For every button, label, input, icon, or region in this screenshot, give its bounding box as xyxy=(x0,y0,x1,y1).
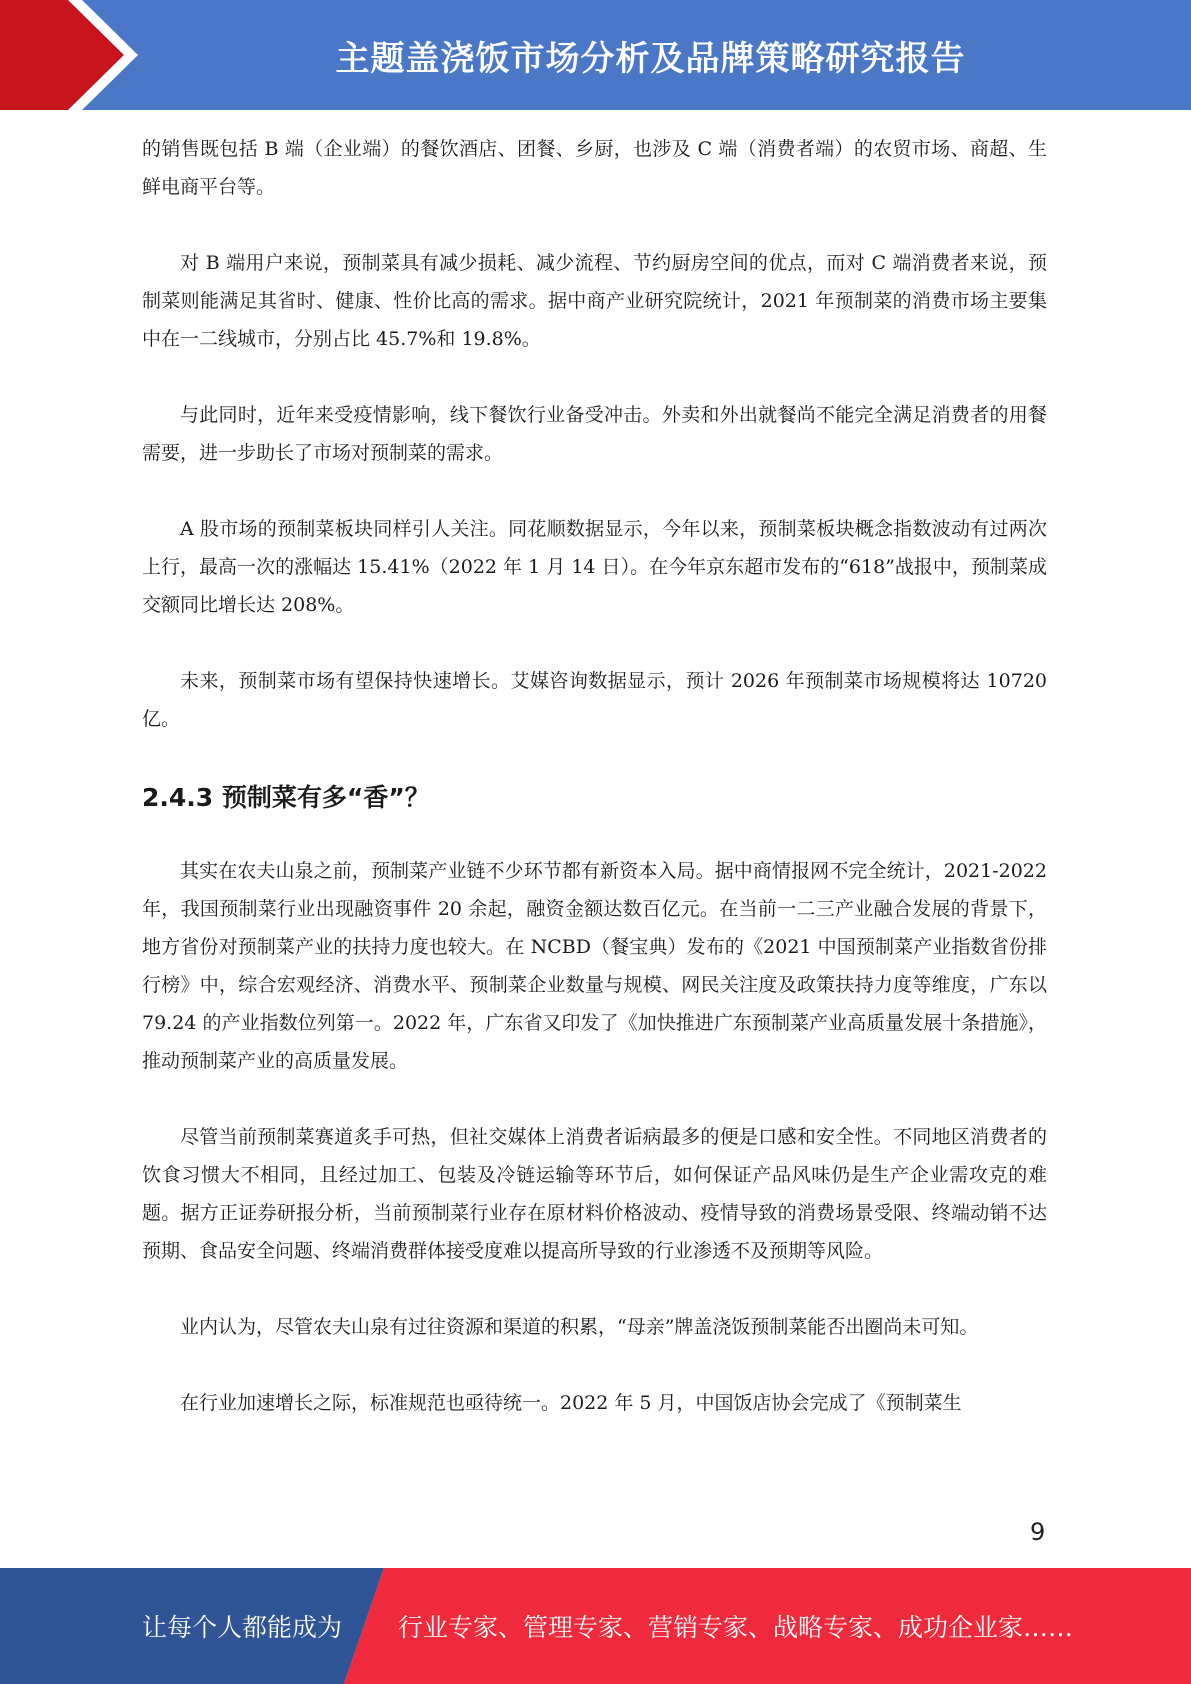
paragraph-a-share-market: A 股市场的预制菜板块同样引人关注。同花顺数据显示，今年以来，预制菜板块概念指数波动有过两次上行，最高一次的涨幅达 15.41%（2022 年 1 月 14 日）。在今年京东超市发布的“618”战报中，预制菜成交额同比增长达 208%。 xyxy=(142,518,1047,616)
page-number: 9 xyxy=(1030,1518,1046,1546)
report-title: 主题盖浇饭市场分析及品牌策略研究报告 xyxy=(335,38,966,79)
paragraph-industry-view: 业内认为，尽管农夫山泉有过往资源和渠道的积累，“母亲”牌盖浇饭预制菜能否出圈尚未可知。 xyxy=(180,1316,979,1338)
document-body xyxy=(142,130,1047,1422)
footer-slogan-right: 行业专家、管理专家、营销专家、战略专家、成功企业家…… xyxy=(398,1613,1074,1642)
paragraph-pandemic: 与此同时，近年来受疫情影响，线下餐饮行业备受冲击。外卖和外出就餐尚不能完全满足消费者的用餐需要，进一步助长了市场对预制菜的需求。 xyxy=(142,404,1047,464)
paragraph-risks: 尽管当前预制菜赛道炙手可热，但社交媒体上消费者诟病最多的便是口感和安全性。不同地区消费者的饮食习惯大不相同，且经过加工、包装及冷链运输等环节后，如何保证产品风味仍是生产企业需攻克的难题。据方正证券研报分析，当前预制菜行业存在原材料价格波动、疫情导致的消费场景受限、终端动销不达预期、食品安全问题、终端消费群体接受度难以提高所导致的行业渗透不及预期等风险。 xyxy=(142,1126,1047,1262)
page-footer xyxy=(0,1568,1191,1684)
paragraph-future-growth: 未来，预制菜市场有望保持快速增长。艾媒咨询数据显示，预计 2026 年预制菜市场规模将达 10720 亿。 xyxy=(142,670,1047,730)
paragraph-continuation: 的销售既包括 B 端（企业端）的餐饮酒店、团餐、乡厨，也涉及 C 端（消费者端）的农贸市场、商超、生鲜电商平台等。 xyxy=(142,138,1047,198)
paragraph-capital-entry: 其实在农夫山泉之前，预制菜产业链不少环节都有新资本入局。据中商情报网不完全统计，2021-2022 年，我国预制菜行业出现融资事件 20 余起，融资金额达数百亿元。在当前一二三产业融合发展的背景下，地方省份对预制菜产业的扶持力度也较大。在 NCBD（餐宝典）发布的《2021 中国预制菜产业指数省份排行榜》中，综合宏观经济、消费水平、预制菜企业数量与规模、网民关注度及政策扶持力度等维度，广东以 79.24 的产业指数位列第一。2022 年，广东省又印发了《加快推进广东预制菜产业高质量发展十条措施》，推动预制菜产业的高质量发展。 xyxy=(142,860,1047,1072)
paragraph-b-c-users: 对 B 端用户来说，预制菜具有减少损耗、减少流程、节约厨房空间的优点，而对 C 端消费者来说，预制菜则能满足其省时、健康、性价比高的需求。据中商产业研究院统计，2021 年预制菜的消费市场主要集中在一二线城市，分别占比 45.7%和 19.8%。 xyxy=(142,252,1047,350)
paragraph-standards: 在行业加速增长之际，标准规范也亟待统一。2022 年 5 月，中国饭店协会完成了《预制菜生 xyxy=(180,1392,962,1414)
footer-slogan-left: 让每个人都能成为 xyxy=(142,1613,343,1642)
page-header xyxy=(0,0,1191,110)
header-chevron-decoration xyxy=(0,0,170,110)
section-heading: 2.4.3 预制菜有多“香”？ xyxy=(142,783,430,812)
